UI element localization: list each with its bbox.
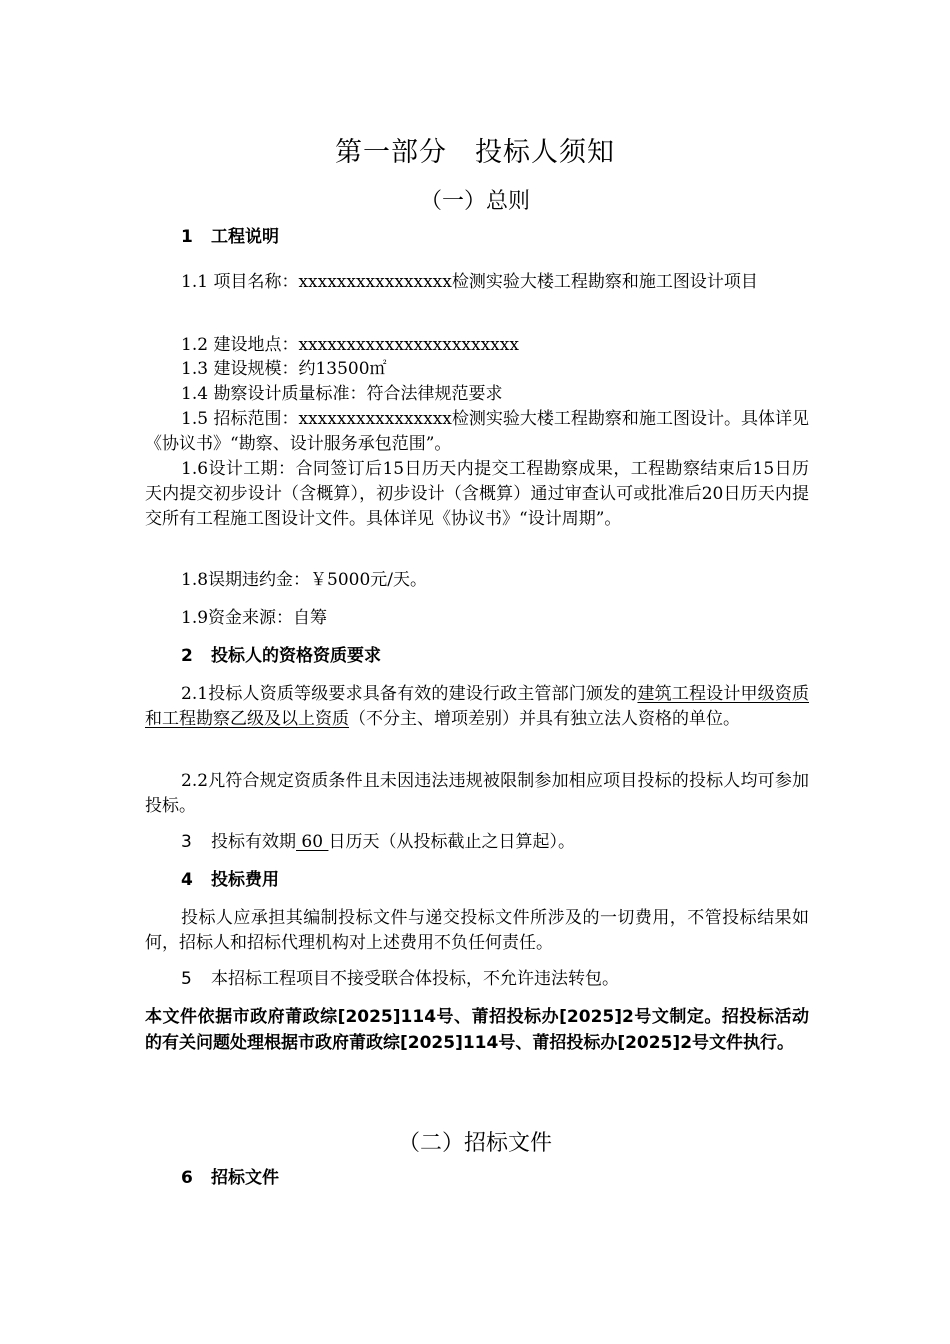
clause-1-5: 1.5 招标范围：xxxxxxxxxxxxxxxx检测实验大楼工程勘察和施工图设计。具体详见《协议书》“勘察、设计服务承包范围”。 xyxy=(145,409,809,454)
item-2-label: 投标人的资格资质要求 xyxy=(211,646,381,666)
clause-1-1: 1.1 项目名称：xxxxxxxxxxxxxxxx检测实验大楼工程勘察和施工图设计项目 xyxy=(181,272,758,292)
item-3-text-b: 日历天（从投标截止之日算起）。 xyxy=(328,832,575,852)
item-6-number: 6 xyxy=(181,1168,193,1188)
clause-1-8: 1.8误期违约金：￥5000元/天。 xyxy=(181,570,428,590)
item-3-number: 3 xyxy=(181,832,192,852)
clause-1-9: 1.9资金来源：自筹 xyxy=(181,608,328,628)
clause-2-1-text-b: （不分主、增项差别）并具有独立法人资格的单位。 xyxy=(349,709,740,729)
bid-validity-days: 60 xyxy=(296,832,329,852)
clause-1-2: 1.2 建设地点：xxxxxxxxxxxxxxxxxxxxxxx xyxy=(181,335,519,355)
clause-2-1-qualification: 建筑工程设计甲级资质和工程勘察乙级及以上资质 xyxy=(145,684,809,729)
item-6-heading xyxy=(181,1166,279,1191)
item-1-heading xyxy=(181,225,279,250)
item-5-text: 本招标工程项目不接受联合体投标，不允许违法转包。 xyxy=(211,969,619,989)
clause-4-text: 投标人应承担其编制投标文件与递交投标文件所涉及的一切费用，不管投标结果如何，招标人和招标代理机构对上述费用不负任何责任。 xyxy=(145,908,809,953)
clause-2-2: 2.2凡符合规定资质条件且未因违法违规被限制参加相应项目投标的投标人均可参加投标。 xyxy=(145,771,809,816)
section-heading-general: （一）总则 xyxy=(419,189,530,214)
item-4-label: 投标费用 xyxy=(211,870,279,890)
item-5-line xyxy=(181,967,619,992)
clause-1-6: 1.6设计工期：合同签订后15日历天内提交工程勘察成果，工程勘察结束后15日历天内提交初步设计（含概算），初步设计（含概算）通过审查认可或批准后20日历天内提交所有工程施工图设计文件。具体详见《协议书》“设计周期”。 xyxy=(145,459,809,529)
section-heading-tender-documents: （二）招标文件 xyxy=(397,1131,552,1156)
item-2-number: 2 xyxy=(181,646,193,666)
item-2-heading xyxy=(181,644,381,669)
clause-2-1-text-a: 2.1投标人资质等级要求具备有效的建设行政主管部门颁发的 xyxy=(181,684,638,704)
legal-basis-note: 本文件依据市政府莆政综[2025]114号、莆招投标办[2025]2号文制定。招投标活动的有关问题处理根据市政府莆政综[2025]114号、莆招投标办[2025]2号文件执行。 xyxy=(145,1007,809,1053)
item-1-label: 工程说明 xyxy=(211,227,279,247)
item-3-line xyxy=(181,830,575,855)
item-3-text-a: 投标有效期 xyxy=(211,832,296,852)
item-1-number: 1 xyxy=(181,227,193,247)
item-5-number: 5 xyxy=(181,969,192,989)
item-6-label: 招标文件 xyxy=(211,1168,279,1188)
clause-1-4: 1.4 勘察设计质量标准：符合法律规范要求 xyxy=(181,384,503,404)
item-4-number: 4 xyxy=(181,870,193,890)
item-4-heading xyxy=(181,868,279,893)
clause-1-3: 1.3 建设规模：约13500㎡ xyxy=(181,359,387,379)
clause-2-1 xyxy=(145,682,809,732)
page-title: 第一部分 投标人须知 xyxy=(335,137,615,168)
